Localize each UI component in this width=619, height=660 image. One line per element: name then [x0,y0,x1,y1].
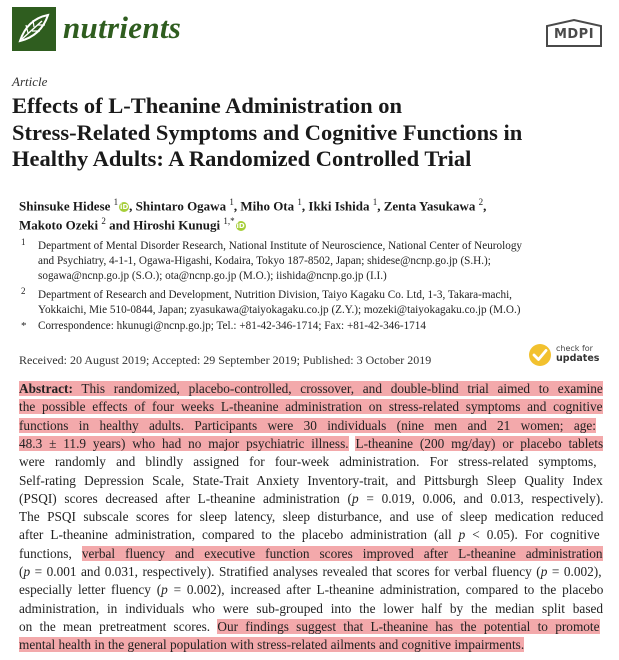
abstract-text: p [23,564,31,579]
author-name[interactable]: Makoto Ozeki [19,217,99,233]
abstract-text: = 0.002), [547,564,602,579]
orcid-icon[interactable]: iD [236,222,245,231]
affiliation-2 [38,288,521,318]
affiliation-ref: 1 [229,197,234,207]
correspondence-line: Correspondence: hkunugi@ncnp.go.jp; Tel.: +81-42-346-1714; Fax: +81-42-346-1714 [38,320,426,332]
correspondence-marker: * [21,320,27,332]
abstract-line [19,380,603,398]
author-name[interactable]: Shinsuke Hidese [19,198,111,214]
abstract-text: p [540,564,548,579]
author-name[interactable]: Hiroshi Kunugi [133,217,221,233]
author-name[interactable]: Zenta Yasukawa [383,198,476,214]
affiliation-ref: 1,* [223,216,235,226]
abstract-line [19,417,596,435]
highlighted-text: Our findings suggest that L-theanine has the potential to promote [217,618,600,634]
author-name[interactable]: Shintaro Ogawa [135,198,227,214]
highlighted-text: This randomized, placebo-controlled, crossover, and double-blind trial aimed to examine [72,381,603,396]
title-line: Stress-Related Symptoms and Cognitive Functions in [12,119,523,145]
abstract-text: Self-rating Depression Scale, State-Trait Anxiety Inventory-trait, and Pittsburgh Sleep Quality Index [19,472,603,488]
abstract-line [19,526,600,544]
affiliation-marker: 2 [21,286,26,296]
affiliation-line: Yokkaichi, Mie 510-0844, Japan; zyasukawa@taiyokagaku.co.jp (Z.Y.); mozeki@taiyokagaku.co.jp (M.O.) [38,304,521,317]
abstract-text: < 0.05). For cognitive [465,527,600,543]
author-line-1 [19,197,486,214]
abstract-line [19,618,600,636]
abstract-text: The PSQI subscale scores for sleep latency, sleep disturbance, and use of sleep medication reduced [19,509,604,525]
author-separator: and [105,217,131,233]
affiliation-ref: 2 [101,216,106,226]
abstract-text: administration, in individuals who were sub-grouped into the lower half by the median split based [19,600,604,616]
abstract-line [19,600,603,618]
affiliation-1 [38,239,522,285]
affiliation-line: Department of Research and Development, Nutrition Division, Taiyo Kagaku Co. Ltd, 1-3, Takara-machi, [38,289,512,301]
affiliation-line: Department of Mental Disorder Research, National Institute of Neuroscience, National Center of Neurology [38,240,523,252]
author-separator: , [129,198,133,214]
abstract-text: p [351,490,359,506]
mdpi-logo [544,18,604,48]
affiliation-ref: 1 [113,197,119,207]
publication-dates: Received: 20 August 2019; Accepted: 29 September 2019; Published: 3 October 2019 [19,353,432,367]
abstract-text: (PSQI) scores decreased after L-theanine administration ( [19,490,352,506]
abstract-line [19,453,597,471]
abstract-text: functions, [19,545,82,561]
abstract-text: were randomly and blindly assigned for four-week administration. For stress-related symptoms, [19,454,597,470]
affiliation-line: and Psychiatry, 4-1-1, Ogawa-Higashi, Kodaira, Tokyo 187-8502, Japan; shidese@ncnp.go.jp (S.H.); [38,255,491,268]
abstract-line [19,435,603,453]
highlighted-text: 48.3 ± 11.9 years) who had no major psychiatric illness. [19,435,349,451]
article-type: Article [12,74,48,89]
journal-name: nutrients [63,10,182,45]
publisher-name: MDPI [553,27,595,42]
abstract-line [19,398,603,416]
highlighted-text: Abstract: [19,381,73,396]
check-updates-label: check for [556,344,593,353]
abstract-line [19,545,603,563]
affiliation-ref: 2 [478,197,484,207]
author-separator: , [301,198,306,214]
author-separator: , [377,198,381,214]
abstract-text: = 0.001 and 0.031, respectively). Stratified analyses revealed that scores for verbal fluency ( [30,564,541,579]
abstract-text: on the mean pretreatment scores. [19,618,218,634]
abstract-line [19,636,524,654]
author-name[interactable]: Ikki Ishida [308,198,370,214]
abstract-text: after L-theanine administration, compared to the placebo administration (all [19,527,459,543]
author-line-2 [19,216,246,233]
highlighted-text: mental health in the general population with stress-related ailments and cognitive impairments. [19,637,525,653]
article-title [12,93,612,173]
author-name[interactable]: Miho Ota [240,198,295,214]
orcid-icon[interactable]: iD [120,203,129,212]
abstract-line [19,508,603,526]
abstract-text: p [161,582,168,598]
correspondence [38,319,426,334]
affiliation-line: sogawa@ncnp.go.jp (S.O.); ota@ncnp.go.jp (M.O.); iishida@ncnp.go.jp (I.I.) [38,270,387,283]
journal-logo [12,7,56,51]
check-for-updates-badge[interactable] [528,341,608,371]
abstract-text: = 0.002), increased after L-theanine administration, compared to the placebo [167,582,604,598]
abstract-text: especially letter fluency ( [19,582,162,598]
abstract-text: = 0.019, 0.006, and 0.013, respectively). [358,490,604,506]
affiliation-ref: 1 [297,197,302,207]
abstract-text: ( [19,564,24,579]
leaf-emblem-icon [12,7,56,51]
highlighted-text: the possible effects of four weeks L-theanine administration on stress-related symptoms and cognitive [19,399,603,415]
author-separator: , [233,198,238,214]
abstract-line [19,490,603,508]
check-updates-icon [528,343,552,367]
title-line: Effects of L-Theanine Administration on [12,93,403,118]
author-separator: , [483,198,487,214]
affiliation-marker: 1 [21,237,26,247]
abstract-line [19,563,602,581]
abstract-line [19,472,603,490]
check-updates-label-bold: updates [556,353,600,364]
abstract-line [19,581,603,599]
highlighted-text: functions in healthy adults. Participants were 30 individuals (nine men and 21 women; age: [19,417,596,433]
affiliation-ref: 1 [372,197,378,207]
abstract-text: p [458,527,466,543]
highlighted-text: L-theanine (200 mg/day) or placebo tablets [355,435,604,451]
title-line: Healthy Adults: A Randomized Controlled Trial [12,146,472,171]
highlighted-text: verbal fluency and executive function scores improved after L-theanine administration [81,545,603,561]
